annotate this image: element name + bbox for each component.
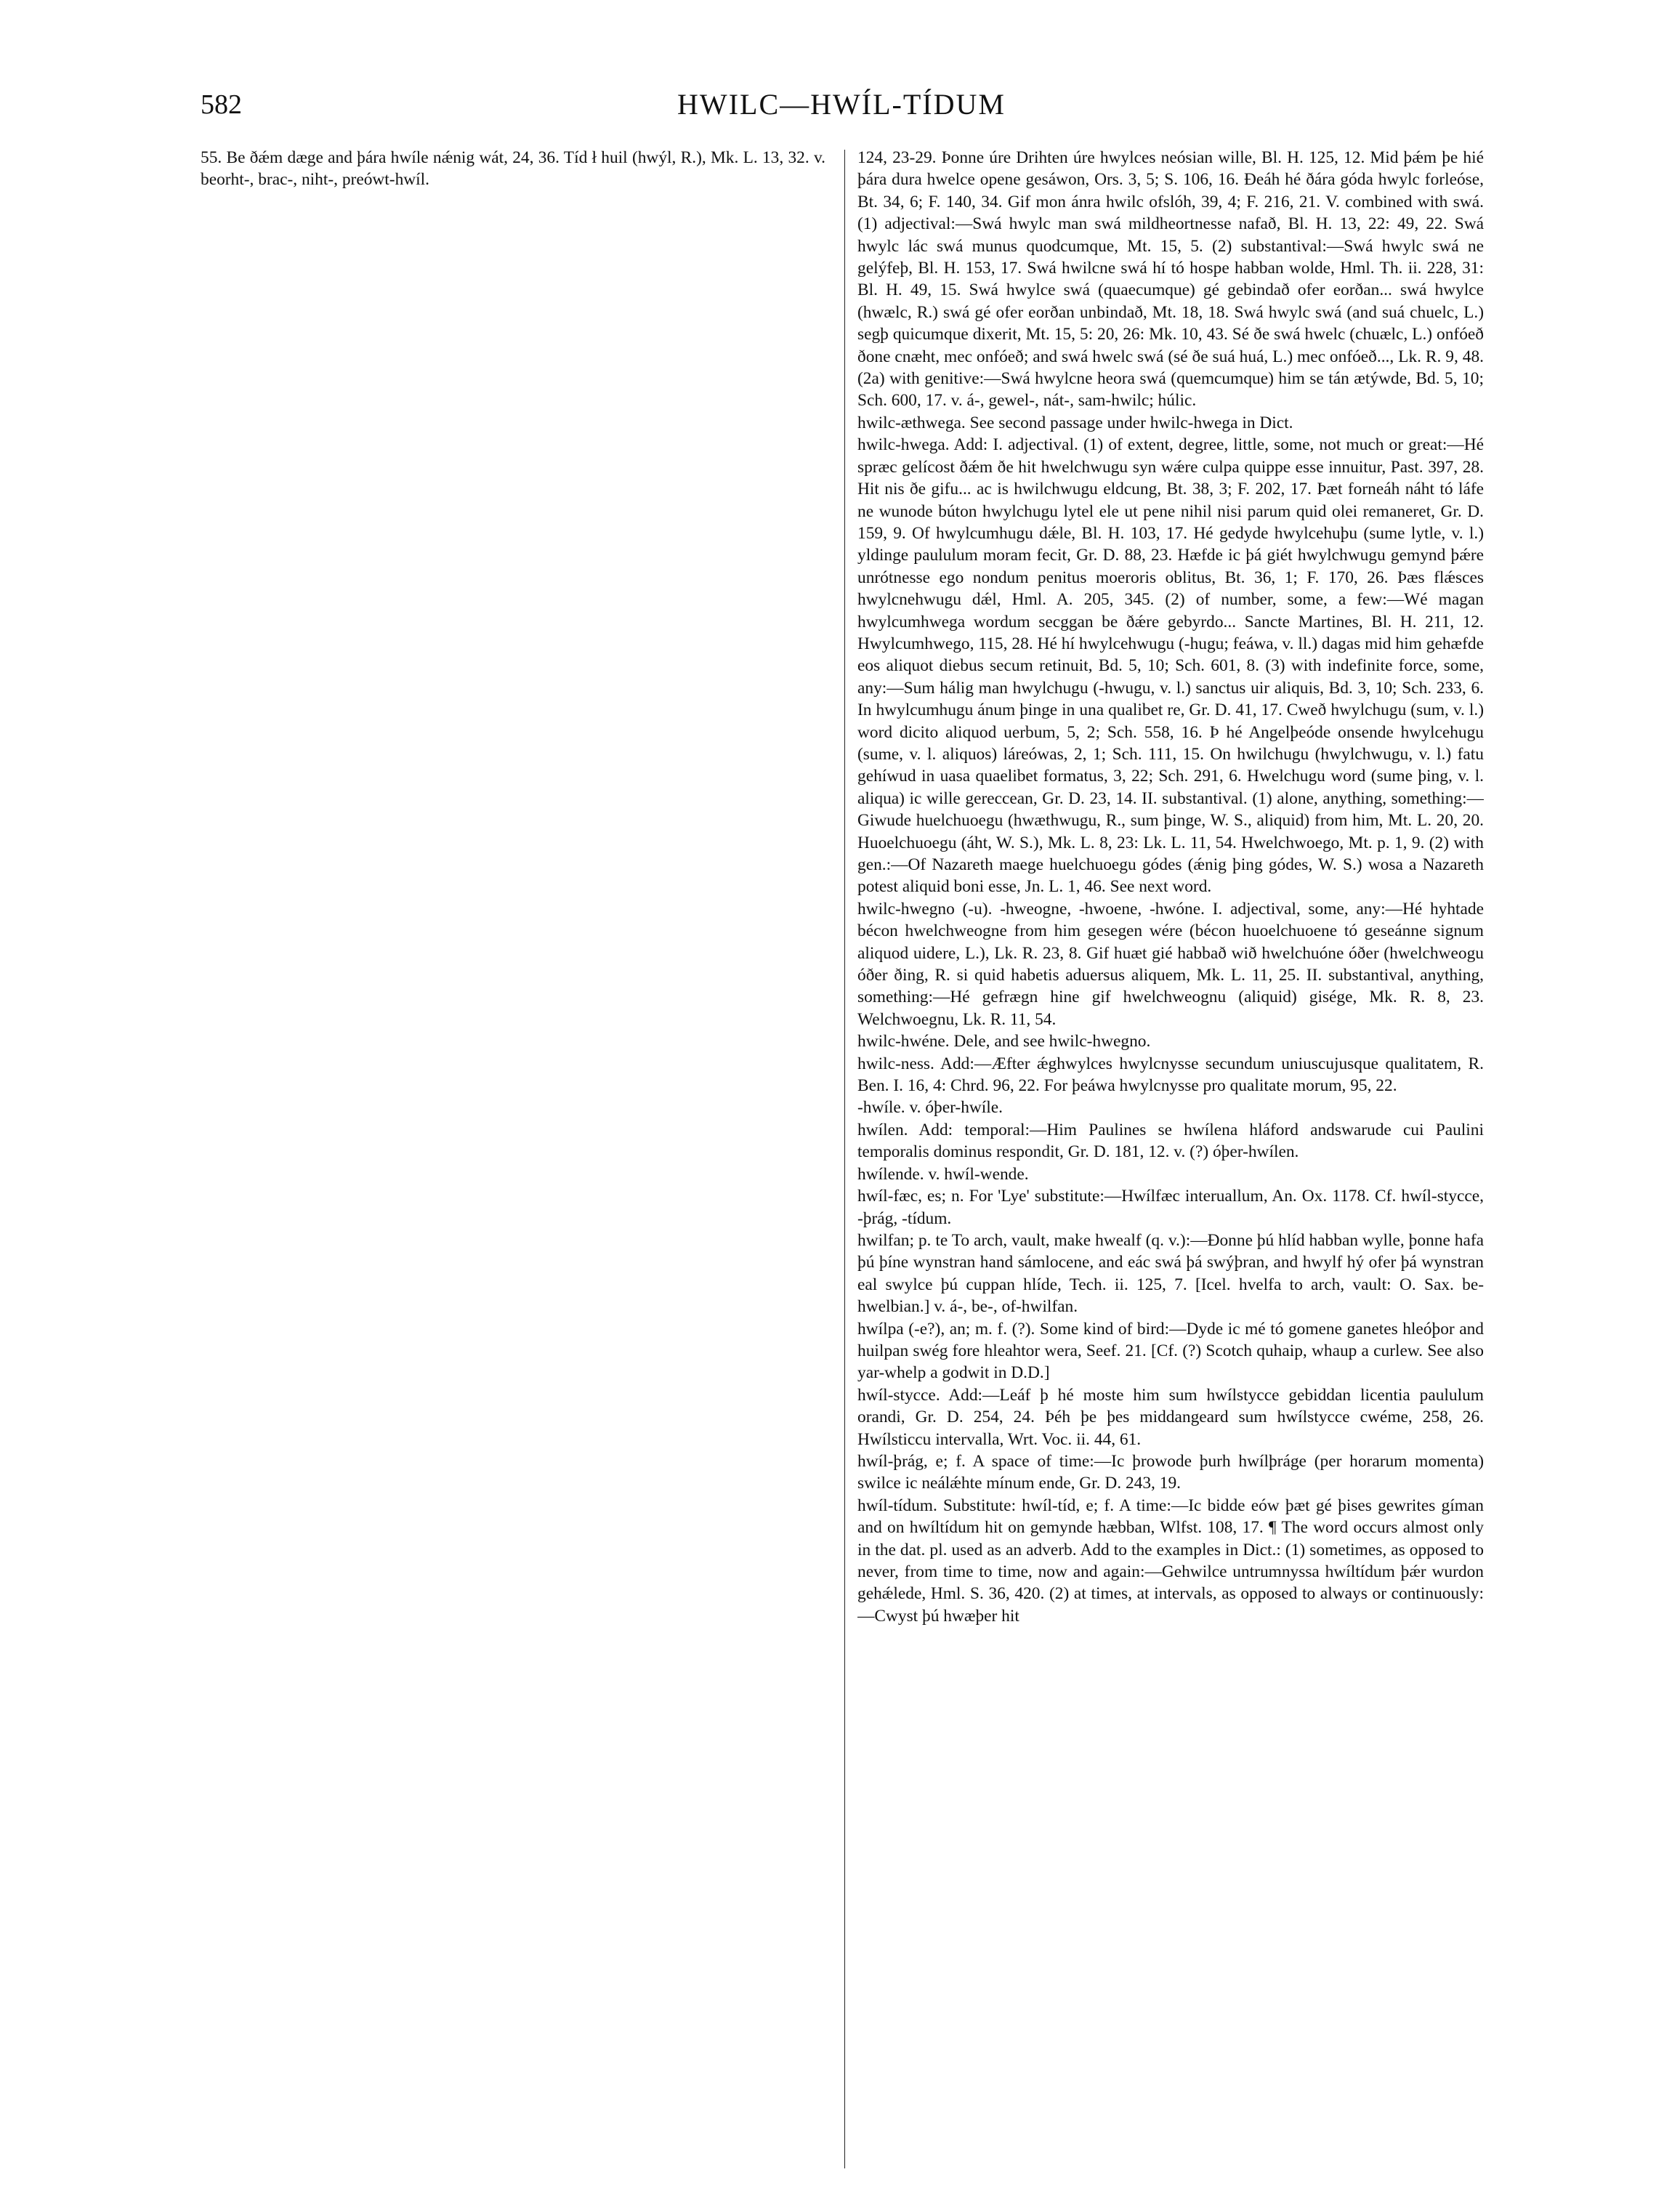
- entry-paragraph: hwilc-æthwega. See second passage under hwilc-hwega in Dict.: [857, 413, 1293, 432]
- page-number: 582: [201, 89, 242, 120]
- entry-paragraph: hwilfan; p. te To arch, vault, make hwealf (q. v.):—Ðonne þú hlíd habban wylle, þonne hafa þú þíne wynstran hand sámlocene, and eác swá þá swýþran, and hwylf hý ofer þá wynstran eal swylce þú cuppan hlíde, Tech. ii. 125, 7. [Icel. hvelfa to arch, vault: O. Sax. be-hwelbian.] v. á-, be-, of-hwilfan.: [857, 1230, 1484, 1317]
- entry-paragraph: hwílpa (-e?), an; m. f. (?). Some kind of bird:—Dyde ic mé tó gomene ganetes hleóþor and huilpan swég fore hleahtor wera, Seef. 21. [Cf. (?) Scotch quhaip, whaup a curlew. See also yar-whelp a godwit in D.D.]: [857, 1319, 1484, 1383]
- entry-paragraph: -hwíle. v. óþer-hwíle.: [857, 1098, 1003, 1118]
- entry-paragraph: hwíl-fæc, es; n. For 'Lye' substitute:—Hwílfæc interuallum, An. Ox. 1178. Cf. hwíl-stycce, -þrág, -tídum.: [857, 1187, 1484, 1228]
- entry-paragraph: hwíl-þrág, e; f. A space of time:—Ic þrowode þurh hwílþráge (per horarum momenta) swilce ic neálǽhte mínum ende, Gr. D. 243, 19.: [857, 1451, 1484, 1493]
- entry-paragraph: hwilc-hwegno (-u). -hweogne, -hwoene, -hwóne. I. adjectival, some, any:—Hé hyhtade bécon hwelchweogne from him gesegen wére (bécon huoelchuoene tó geseánne signum aliquod uidere, L.), Lk. R. 23, 8. Gif huæt gié habbað wið hwelchuóne óðer (hwelchweogu óðer ðing, R. si quid habetis aduersus aliquem, Mk. L. 11, 25. II. substantival, anything, something:—Hé gefrægn hine gif hwelchweognu (aliquid) gisége, Mk. R. 8, 23. Welchwoegnu, Lk. R. 11, 54.: [857, 899, 1484, 1029]
- entry-paragraph: hwílende. v. hwíl-wende.: [857, 1164, 1029, 1184]
- running-head: HWILC—HWÍL-TÍDUM: [677, 88, 1006, 121]
- left-column: [201, 147, 825, 2174]
- entry-paragraph: hwilc-hwega. Add: I. adjectival. (1) of extent, degree, little, some, not much or great:—Hé spræc gelícost ðǽm ðe hit hwelchwugu syn wǽre culpa quippe esse innuitur, Past. 397, 28. Hit nis ðe gifu... ac is hwilchwugu eldcung, Bt. 38, 3; F. 202, 17. Þæt forneáh náht tó láfe ne wunode búton hwylchugu lytel ele ut pene nihil nisi parum quid olei remaneret, Gr. D. 159, 9. Of hwylcumhugu dǽle, Bl. H. 103, 17. Hé gedyde hwylcehuþu (sume lytle, v. l.) yldinge paululum moram fecit, Gr. D. 88, 23. Hæfde ic þá giét hwylchwugu gemynd þǽre unrótnesse ego nondum penitus moeroris oblitus, Bt. 36, 1; F. 170, 26. Þæs flǽsces hwylcnehwugu dǽl, Hml. A. 205, 345. (2) of number, some, a few:—Wé magan hwylcumhwega wordum secggan be ðǽre gebyrdo... Sancte Martines, Bl. H. 211, 12. Hwylcumhwego, 115, 28. Hé hí hwylcehwugu (-hugu; feáwa, v. ll.) dagas mid him gehæfde eos aliquot diebus secum retinuit, Bd. 5, 10; Sch. 601, 8. (3) with indefinite force, some, any:—Sum hálig man hwylchugu (-hwugu, v. l.) sanctus uir aliquis, Bd. 3, 10; Sch. 233, 6. In hwylcumhugu ánum þinge in una qualibet re, Gr. D. 41, 17. Cweð hwylchugu (sum, v. l.) word dicito aliquod uerbum, 5, 2; Sch. 558, 16. Þ hé Angelþeóde onsende hwylcehugu (sume, v. l. aliquos) láreówas, 2, 1; Sch. 111, 15. On hwilchugu (hwylchwugu, v. l.) fatu gehíwud in uasa quaelibet formatus, 3, 22; Sch. 291, 6. Hwelchugu word (sume þing, v. l. aliqua) ic wille gereccean, Gr. D. 23, 14. II. substantival. (1) alone, anything, something:—Giwude huelchuoegu (hwæthwugu, R., sum þinge, W. S., aliquid) from him, Mt. L. 20, 20. Huoelchuoegu (áht, W. S.), Mk. L. 8, 23: Lk. L. 11, 54. Hwelchwoego, Mt. p. 1, 9. (2) with gen.:—Of Nazareth maege huelchuoegu gódes (ǽnig þing gódes, W. S.) wosa a Nazareth potest aliquid boni esse, Jn. L. 1, 46. See next word.: [857, 435, 1484, 897]
- column-divider: [844, 150, 845, 2168]
- entry-paragraph: 55. Be ðǽm dæge and þára hwíle nǽnig wát, 24, 36. Tíd ł huil (hwýl, R.), Mk. L. 13, 32. v. beorht-, brac-, niht-, preówt-hwíl.: [201, 148, 825, 190]
- entry-paragraph: 124, 23-29. Þonne úre Drihten úre hwylces neósian wille, Bl. H. 125, 12. Mid þǽm þe hié þára dura hwelce opene gesáwon, Ors. 3, 5; S. 106, 16. Ðeáh hé ðára góda hwylc forleóse, Bt. 34, 6; F. 140, 34. Gif mon ánra hwilc ofslóh, 39, 4; F. 216, 21. V. combined with swá. (1) adjectival:—Swá hwylc man swá mildheortnesse nafað, Bl. H. 13, 22: 49, 22. Swá hwylc lác swá munus quodcumque, Mt. 15, 5. (2) substantival:—Swá hwylc swá ne gelýfeþ, Bl. H. 153, 17. Swá hwilcne swá hí tó hospe habban wolde, Hml. Th. ii. 228, 31: Bl. H. 49, 15. Swá hwylce swá (quaecumque) gé gebindað ofer eorðan... swá hwylce (hwælc, R.) swá gé ofer eorðan unbindað, Mt. 18, 18. Swá hwylc swá (and suá chuelc, L.) segþ quicumque dixerit, Mt. 15, 5: 20, 26: Mk. 10, 43. Sé ðe swá hwelc (chuælc, L.) onfóeð ðone cnæht, mec onfóeð; and swá hwelc swá (sé ðe suá huá, L.) mec onfóeð..., Lk. R. 9, 48. (2a) with genitive:—Swá hwylcne heora swá (quemcumque) him se tán ætýwde, Bd. 5, 10; Sch. 600, 17. v. á-, gewel-, nát-, sam-hwilc; húlic.: [857, 148, 1484, 411]
- entry-paragraph: hwilc-ness. Add:—Æfter ǽghwylces hwylcnysse secundum uniuscujusque qualitatem, R. Ben. I. 16, 4: Chrd. 96, 22. For þeáwa hwylcnysse pro qualitate morum, 95, 22.: [857, 1054, 1484, 1096]
- page-header: [201, 86, 1482, 137]
- entry-paragraph: hwilc-hwéne. Dele, and see hwilc-hwegno.: [857, 1032, 1151, 1051]
- entry-paragraph: hwíl-stycce. Add:—Leáf þ hé moste him sum hwílstycce gebiddan licentia paululum orandi, Gr. D. 254, 24. Þéh þe þes middangeard sum hwílstycce cwéme, 258, 26. Hwílsticcu intervalla, Wrt. Voc. ii. 44, 61.: [857, 1385, 1484, 1449]
- entry-paragraph: hwíl-tídum. Substitute: hwíl-tíd, e; f. A time:—Ic bidde eów þæt gé þises gewrites gíman and on hwíltídum hit on gemynde hæbban, Wlfst. 108, 17. ¶ The word occurs almost only in the dat. pl. used as an adverb. Add to the examples in Dict.: (1) sometimes, as opposed to never, from time to time, now and again:—Gehwilce untrumnyssa hwíltídum þǽr wurdon gehǽlede, Hml. S. 36, 420. (2) at times, at intervals, as opposed to always or continuously:—Cwyst þú hwæþer hit: [857, 1495, 1484, 1626]
- entry-paragraph: hwílen. Add: temporal:—Him Paulines se hwílena hláford andswarude cui Paulini temporalis dominus respondit, Gr. D. 181, 12. v. (?) óþer-hwílen.: [857, 1120, 1484, 1162]
- right-column: [857, 147, 1484, 2174]
